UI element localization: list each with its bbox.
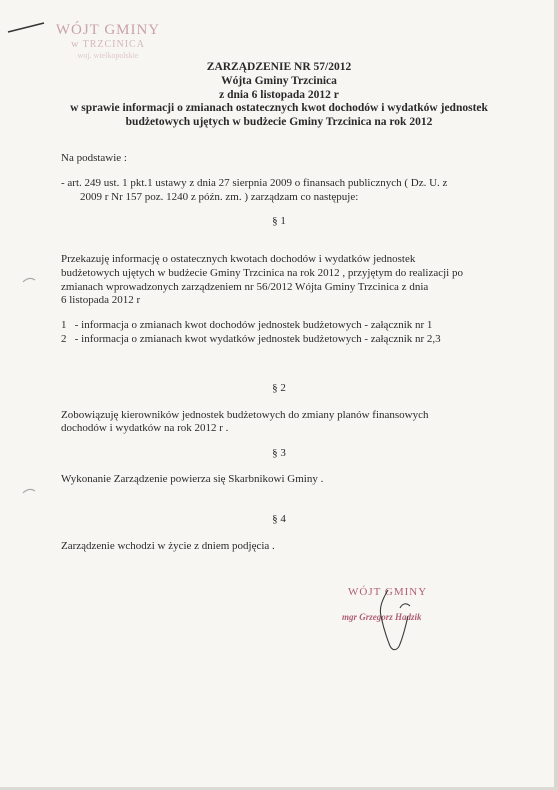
scan-edge-right <box>554 0 558 790</box>
stamp-line-3: woj. wielkopolskie <box>77 51 139 60</box>
basis-label: Na podstawie : <box>61 152 127 164</box>
signature-stamp-name: mgr Grzegorz Hadzik <box>342 612 422 622</box>
handwritten-signature <box>330 586 480 656</box>
list-item-text: - informacja o zmianach kwot dochodów jednostek budżetowych - załącznik nr 1 <box>74 319 433 331</box>
list-item <box>61 319 432 332</box>
list-item-number: 1 <box>61 319 67 331</box>
list-item-number: 2 <box>61 333 67 345</box>
section-3-line-1: Wykonanie Zarządzenie powierza się Skarbnikowi Gminy . <box>61 473 324 485</box>
section-2-line-1: Zobowiązuję kierowników jednostek budżetowych do zmiany planów finansowych <box>61 409 429 421</box>
section-2-line-2: dochodów i wydatków na rok 2012 r . <box>61 422 229 434</box>
section-2-heading: § 2 <box>272 382 286 394</box>
punch-hole-mark <box>22 487 36 495</box>
section-1-line-3: zmianach wprowadzonych zarządzeniem nr 56/2012 Wójta Gminy Trzcinica z dnia <box>61 281 429 293</box>
section-4-line-1: Zarządzenie wchodzi w życie z dniem podjęcia . <box>61 540 275 552</box>
list-item-text: - informacja o zmianach kwot wydatków jednostek budżetowych - załącznik nr 2,3 <box>74 333 441 345</box>
section-1-heading: § 1 <box>272 215 286 227</box>
section-1-line-4: 6 listopada 2012 r <box>61 294 141 306</box>
document-issuer: Wójta Gminy Trzcinica <box>221 75 337 87</box>
document-date: z dnia 6 listopada 2012 r <box>219 89 339 101</box>
section-1-line-2: budżetowych ujętych w budżecie Gminy Trzcinica na rok 2012 , przyjętym do realizacji po <box>61 267 463 279</box>
signature-stamp-title: WÓJT GMINY <box>348 586 428 598</box>
document-title: ZARZĄDZENIE NR 57/2012 <box>206 61 352 73</box>
document-subject-line-2: budżetowych ujętych w budżecie Gminy Trzcinica na rok 2012 <box>125 116 433 128</box>
legal-basis-line-2: 2009 r Nr 157 poz. 1240 z późn. zm. ) zarządzam co następuje: <box>80 191 359 203</box>
punch-hole-mark <box>22 276 36 284</box>
section-1-line-1: Przekazuję informację o ostatecznych kwotach dochodów i wydatków jednostek <box>61 253 416 265</box>
legal-basis-line-1: - art. 249 ust. 1 pkt.1 ustawy z dnia 27 sierpnia 2009 o finansach publicznych ( Dz. U. z <box>61 177 448 189</box>
list-item <box>61 333 441 346</box>
document-subject-line-1: w sprawie informacji o zmianach ostatecznych kwot dochodów i wydatków jednostek <box>70 102 488 114</box>
section-4-heading: § 4 <box>272 513 286 525</box>
section-3-heading: § 3 <box>272 447 286 459</box>
stamp-line-2: w TRZCINICA <box>71 39 145 50</box>
stamp-line-1: WÓJT GMINY <box>55 22 161 38</box>
